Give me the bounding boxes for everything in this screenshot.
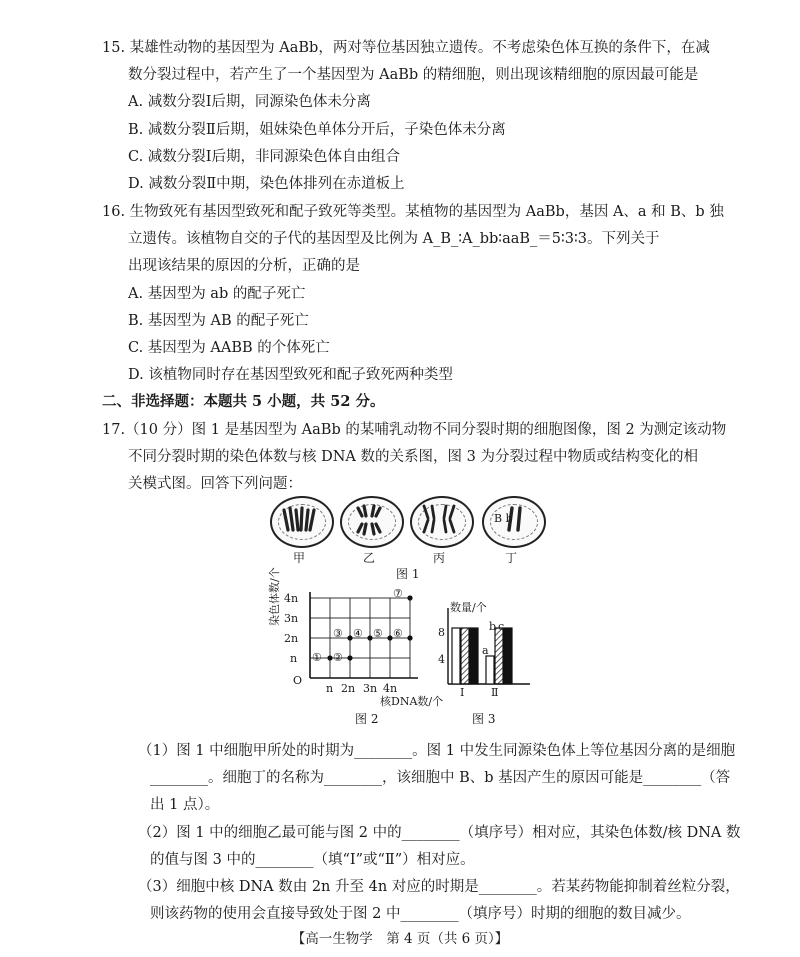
fig3-bar-a-2 [486,656,494,684]
q15-option-b: B. 减数分裂Ⅱ后期，姐妹染色单体分开后，子染色体未分离 [128,122,506,138]
cell-label-yi: 乙 [363,551,376,565]
q17-sub1-line3: 出 1 点）。 [150,797,220,813]
q16-stem-line1: 16. 生物致死有基因型致死和配子致死等类型。某植物的基因型为 AaBb，基因 A、a 和 B、b 独 [102,204,724,220]
q16-option-c: C. 基因型为 AABB 的个体死亡 [128,340,330,356]
fig2-point-1: ① [312,651,322,664]
fig2-ytick-3n: 3n [284,612,299,625]
cell-jia [270,496,334,548]
cell-label-ding: 丁 [505,551,518,565]
q15-option-c: C. 减数分裂Ⅰ后期，非同源染色体自由组合 [128,149,401,165]
q17-stem-line2: 不同分裂时期的染色体数与核 DNA 数的关系图，图 3 为分裂过程中物质或结构变化的相 [128,449,698,465]
cell-jia-chromosomes [270,496,330,544]
fig2-point-7: ⑦ [393,587,403,600]
q16-stem-line2: 立遗传。该植物自交的子代的基因型及比例为 A_B_∶A_bb∶aaB_＝5∶3∶3。下列关于 [128,231,660,247]
fig3-bar-letter-c: c [498,620,505,633]
fig2-xtick-4n: 4n [383,682,398,695]
q16-option-b: B. 基因型为 AB 的配子死亡 [128,313,309,329]
cell-bing-chromosomes [410,496,470,544]
fig2-ylabel: 染色体数/个 [268,567,281,626]
cell-ding-gene-label: B b [494,512,513,525]
fig3-category-2: Ⅱ [491,686,499,699]
fig2-xlabel: 核DNA数/个 [380,695,444,708]
fig2-point-3: ③ [333,627,343,640]
cell-ding [482,496,546,548]
q15-option-a: A. 减数分裂Ⅰ后期，同源染色体未分离 [128,94,371,110]
q15-option-d: D. 减数分裂Ⅱ中期，染色体排列在赤道板上 [128,176,405,192]
fig2-point-6: ⑥ [393,627,403,640]
fig3-bar-c-1 [470,628,478,684]
fig3-bar-c-2 [504,628,512,684]
q17-stem-line1: 17.（10 分）图 1 是基因型为 AaBb 的某哺乳动物不同分裂时期的细胞图像，图 2 为测定该动物 [102,422,727,438]
figure1-caption: 图 1 [396,567,420,581]
q17-sub2-line1: （2）图 1 中的细胞乙最可能与图 2 中的________（填序号）相对应，其染色体数/核 DNA 数 [138,825,741,841]
fig3-ylabel: 数量/个 [450,601,487,614]
q17-sub2-line2: 的值与图 3 中的________（填“Ⅰ”或“Ⅱ”）相对应。 [150,852,475,868]
fig2-xtick-2n: 2n [341,682,356,695]
section-heading: 二、非选择题：本题共 5 小题，共 52 分。 [102,393,385,410]
fig2-point-4: ④ [353,627,363,640]
q17-sub3-line2: 则该药物的使用会直接导致处于图 2 中________（填序号）时期的细胞的数目减少。 [150,906,691,922]
q16-option-d: D. 该植物同时存在基因型致死和配子致死两种类型 [128,367,453,383]
fig2-point-5: ⑤ [373,627,383,640]
fig3-bar-b-2 [495,628,503,684]
fig3-bar-a-1 [452,628,460,684]
q17-sub1-line1: （1）图 1 中细胞甲所处的时期为________。图 1 中发生同源染色体上等位基因分离的是细胞 [138,743,736,759]
fig2-ytick-4n: 4n [284,592,299,605]
fig2-xtick-3n: 3n [363,682,378,695]
q16-stem-line3: 出现该结果的原因的分析，正确的是 [128,258,360,274]
cell-bing [410,496,474,548]
q16-option-a: A. 基因型为 ab 的配子死亡 [128,286,306,302]
fig3-bar-letter-b: b [489,620,497,633]
q17-sub1-line2: ________。细胞丁的名称为________，该细胞中 B、b 基因产生的原因可能是________（答 [150,770,731,786]
figure3-caption: 图 3 [472,712,496,726]
fig2-origin: O [293,674,303,687]
fig2-ytick-2n: 2n [284,632,299,645]
q17-stem-line3: 关模式图。回答下列问题： [128,476,302,492]
cell-yi [340,496,404,548]
cell-label-bing: 丙 [433,551,446,565]
figure2-caption: 图 2 [355,712,379,726]
fig3-ytick-4: 4 [438,653,445,666]
q15-stem-line2: 数分裂过程中，若产生了一个基因型为 AaBb 的精细胞，则出现该精细胞的原因最可能是 [128,67,699,83]
q15-stem-line1: 15. 某雄性动物的基因型为 AaBb，两对等位基因独立遗传。不考虑染色体互换的条件下，在减 [102,40,710,56]
cell-label-jia: 甲 [293,551,306,565]
cell-yi-chromosomes [340,496,400,544]
fig2-point-2: ② [333,651,343,664]
fig3-bar-letter-a: a [482,644,489,657]
fig2-ytick-n: n [290,652,298,665]
fig3-category-1: Ⅰ [460,686,465,699]
q17-sub3-line1: （3）细胞中核 DNA 数由 2n 升至 4n 对应的时期是________。若某药物能抑制着丝粒分裂， [138,879,740,895]
fig3-bar-b-1 [461,628,469,684]
fig3-ytick-8: 8 [438,626,445,639]
fig2-xtick-n: n [326,682,334,695]
page-footer: 【高一生物学 第 4 页（共 6 页）】 [291,931,509,947]
